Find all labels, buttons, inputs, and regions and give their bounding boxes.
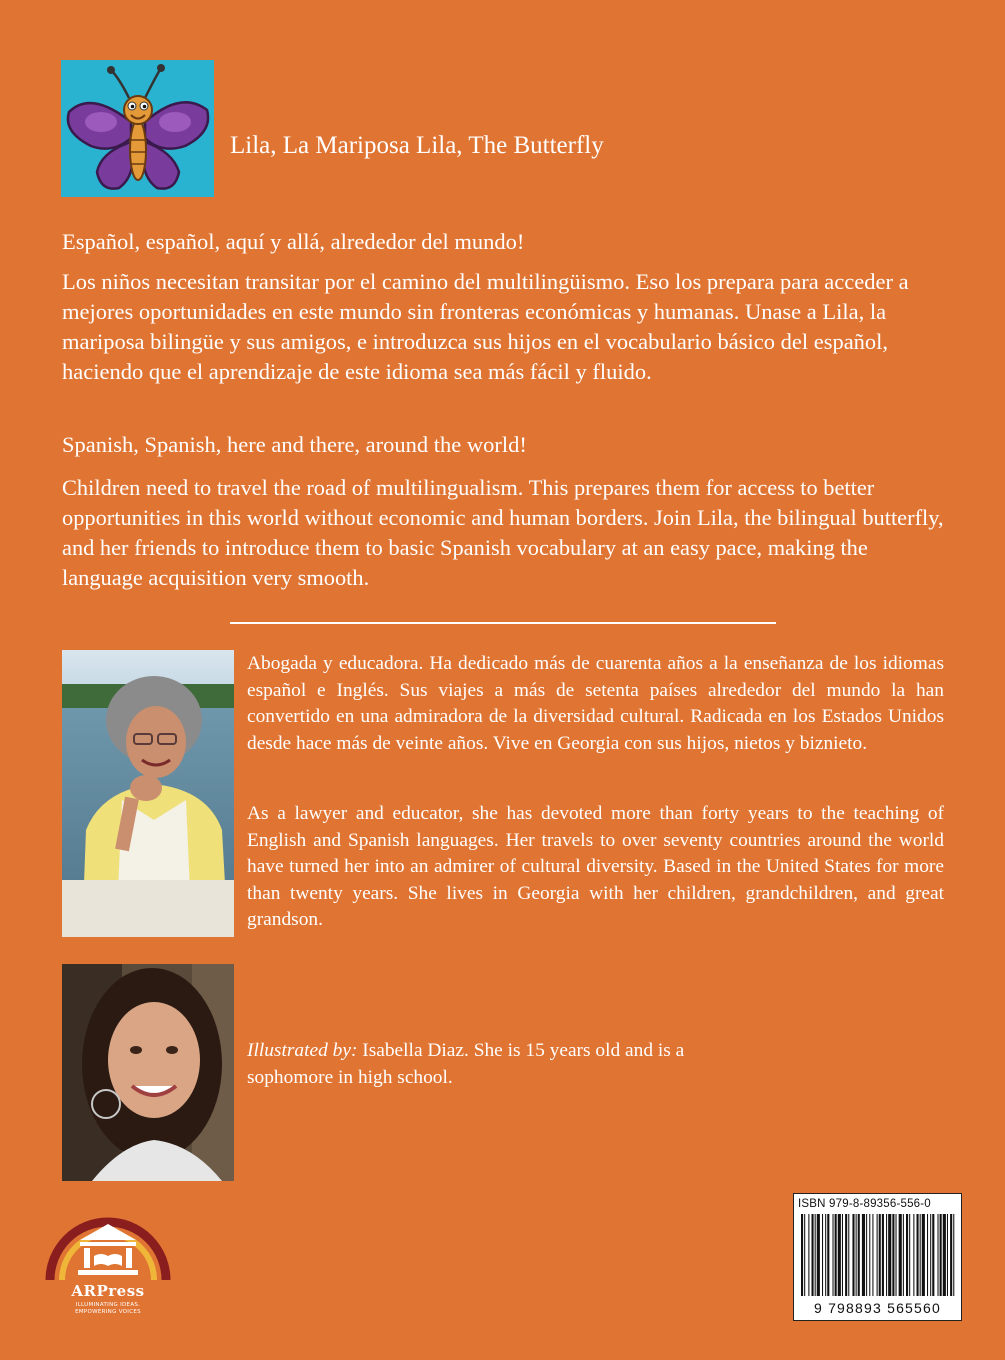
barcode-bar [888,1214,891,1296]
illustrator-photo [62,964,234,1181]
publisher-name: ARPress [71,1282,145,1300]
barcode-bar [877,1214,878,1296]
barcode-bar [827,1214,829,1296]
barcode-bar [872,1214,873,1296]
barcode-bar [848,1214,849,1296]
barcode-bar [815,1214,816,1296]
barcode-bar [856,1214,857,1296]
butterfly-icon [61,60,214,197]
barcode-bar [879,1214,881,1296]
publisher-tagline-1: ILLUMINATING IDEAS. [75,1302,141,1308]
barcode-bar [822,1214,823,1296]
barcode-bar [913,1214,914,1296]
barcode-bar [892,1214,894,1296]
illustrator-text: Isabella Diaz. She is 15 years old and is a sophomore in high school. [247,1040,685,1088]
barcode-bar [932,1214,934,1296]
barcode-bar [922,1214,925,1296]
barcode-bar [943,1214,946,1296]
barcode-bar [886,1214,887,1296]
barcode-bar [833,1214,834,1296]
spanish-description: Los niños necesitan transitar por el camino del multilingüismo. Eso los prepara para acceder a mejores oportunidades en este mundo sin fronteras económicas y humanas. Unase a Lila, la mariposa bilingüe y sus amigos, e introduzca sus hijos en el vocabulario básico del español, haciendo que el aprendizaje de este idioma sea más fácil y fluido. [62,269,909,384]
barcode-bar [842,1214,843,1296]
illustrator-label: Illustrated by: [247,1040,358,1061]
barcode-bar [858,1214,860,1296]
barcode-bar [899,1214,902,1296]
barcode-bar [896,1214,897,1296]
isbn-digits: 9 798893 565560 [814,1300,941,1316]
barcode-bar [930,1214,931,1296]
barcode-bar [917,1214,919,1296]
isbn-barcode [793,1193,962,1321]
barcode-bar [862,1214,865,1296]
barcode-bar [909,1214,910,1296]
barcode-bar [817,1214,820,1296]
barcode-bar [804,1214,805,1296]
barcode-bar [812,1214,814,1296]
spanish-heading: Español, español, aquí y allá, alrededor del mundo! [62,229,525,254]
barcode-bar [947,1214,948,1296]
english-heading: Spanish, Spanish, here and there, around the world! [62,432,527,457]
barcode-bar [866,1214,867,1296]
english-description: Children need to travel the road of multilingualism. This prepares them for access to better opportunities in this world without economic and human borders. Join Lila, the bilingual butterfly, and her friends to introduce them to basic Spanish vocabulary at an easy pace, making the language acquisition very smooth. [62,475,944,590]
barcode-bar [835,1214,837,1296]
author-bio-english: As a lawyer and educator, she has devoted more than forty years to the teaching of English and Spanish languages. Her travels to over seventy countries around the world have turned her into an admirer of cultural diversity. Based in the United States for more than twenty years. She lives in Georgia with her children, grandchildren, and great grandson. [247,803,944,930]
author-photo [62,650,234,937]
barcode-bar [825,1214,826,1296]
barcode-bar [845,1214,847,1296]
divider [230,622,776,624]
butterfly-logo [61,60,214,197]
barcode-bar [903,1214,904,1296]
barcode-bars [797,1214,960,1296]
author-bio-spanish: Abogada y educadora. Ha dedicado más de cuarenta años a la enseñanza de los idiomas español e Inglés. Sus viajes a más de setenta países alrededor del mundo la han convertido en una admiradora de la diversidad cultural. Radicada en los Estados Unidos desde hace más de veinte años. Vive en Georgia con sus hijos, nietos y biznieto. [247,653,944,754]
barcode-bar [940,1214,942,1296]
book-title: Lila, La Mariposa Lila, The Butterfly [230,132,604,159]
barcode-bar [906,1214,908,1296]
publisher-logo [44,1200,172,1320]
barcode-bar [838,1214,841,1296]
barcode-bar [953,1214,954,1296]
barcode-bar [808,1214,809,1296]
barcode-bar [920,1214,921,1296]
illustrator-credit [247,1038,727,1091]
publisher-arch-icon [44,1200,172,1284]
barcode-bar [882,1214,884,1296]
barcode-bar [852,1214,854,1296]
barcode-bar [869,1214,870,1296]
publisher-tagline-2: EMPOWERING VOICES [75,1308,141,1315]
isbn-label: ISBN 979-8-89356-556-0 [798,1198,931,1210]
barcode-bar [938,1214,939,1296]
barcode-bar [927,1214,928,1296]
barcode-bar [950,1214,952,1296]
publisher-tagline [44,1302,172,1315]
barcode-bar [801,1214,803,1296]
